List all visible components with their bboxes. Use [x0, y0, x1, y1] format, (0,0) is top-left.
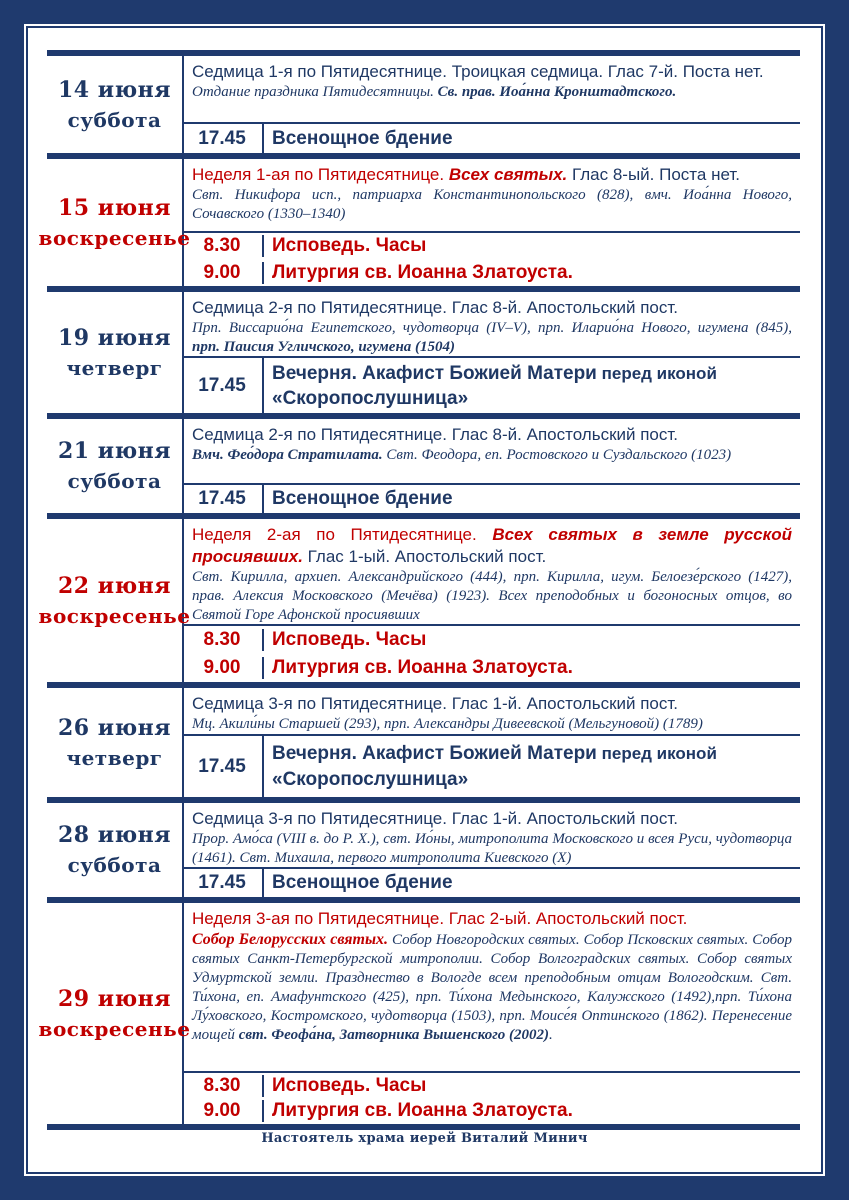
saints-text: Отдание праздника Пятидесятницы. Св. прав. Иоа́нна Кронштадтского. [192, 84, 677, 100]
service-time: 17.45 [182, 124, 264, 153]
week-heading: Седмица 3-я по Пятидесятнице. Глас 1-й. Апостольский пост. [192, 694, 679, 713]
service-time: 8.30 [203, 235, 241, 256]
entry-description [182, 419, 800, 465]
week-heading: Неделя 1-ая по Пятидесятнице. Всех святых. Глас 8-ый. Поста нет. [192, 165, 740, 184]
services [182, 122, 800, 153]
service-name: Вечерня. Акафист Божией Матери перед иконой «Скоропослушница» [272, 362, 717, 409]
schedule-entry [47, 56, 800, 153]
schedule-entry [47, 419, 800, 513]
entry-weekday: четверг [66, 355, 163, 380]
schedule-entry [47, 803, 800, 897]
date-cell [47, 803, 184, 897]
service-name: Исповедь. Часы [262, 629, 426, 651]
saints-text: Прор. Амо́са (VIII в. до Р. Х.), свт. Ио́ны, митрополита Московского и всея Руси, чудотворца (1461). Свт. Михаила, первого митрополита Киевского (X) [192, 831, 792, 866]
service-time: 17.45 [182, 358, 264, 413]
service-row [182, 1073, 800, 1098]
service-time: 8.30 [203, 1074, 241, 1096]
entry-date: 21 июня [57, 438, 171, 464]
schedule-entry [38, 903, 800, 1124]
service-time: 17.45 [182, 869, 264, 897]
entry-date: 29 июня [57, 985, 171, 1012]
service-time: 17.45 [182, 485, 264, 513]
entry-description [182, 688, 800, 734]
service-time: 9.00 [203, 657, 241, 678]
saints-text: Вмч. Фео́дора Стратилата. Свт. Феодора, еп. Ростовского и Суздальского (1023) [192, 447, 732, 463]
entry-date: 26 июня [57, 714, 171, 741]
service-row [182, 626, 800, 654]
entry-weekday: суббота [67, 469, 162, 493]
service-row [182, 654, 800, 682]
entry-description [182, 56, 800, 102]
entry-date: 15 июня [57, 194, 171, 221]
service-name: Литургия св. Иоанна Златоуста. [262, 262, 573, 284]
entry-weekday: воскресенье [38, 225, 191, 250]
services [182, 624, 800, 682]
date-cell [38, 519, 191, 682]
services [182, 356, 800, 413]
services [182, 231, 800, 286]
service-name: Всенощное бдение [272, 127, 453, 149]
saints-text: Свт. Никифора исп., патриарха Константинопольского (828), вмч. Иоа́нна Нового, Сочавского (1330–1340) [192, 187, 792, 222]
week-heading: Неделя 2-ая по Пятидесятнице. Всех святых в земле русской просиявших. Глас 1-ый. Апостольский пост. [192, 525, 792, 566]
entry-weekday: четверг [66, 745, 163, 770]
service-row [182, 1098, 800, 1124]
service-row [182, 233, 800, 259]
week-heading: Седмица 2-я по Пятидесятнице. Глас 8-й. Апостольский пост. [192, 425, 679, 444]
entry-description [182, 292, 800, 357]
entry-description [182, 803, 800, 868]
service-row [182, 358, 800, 413]
entry-date: 22 июня [57, 572, 171, 599]
service-name: Всенощное бдение [272, 488, 453, 509]
service-row [182, 869, 800, 897]
saint-highlight: Собор Белорусских святых. [192, 931, 389, 948]
week-heading: Неделя 3-ая по Пятидесятнице. Глас 2-ый. Апостольский пост. [192, 909, 688, 928]
schedule-entry [38, 519, 800, 682]
services [182, 734, 800, 797]
entry-description [182, 159, 800, 224]
service-name: Литургия св. Иоанна Златоуста. [262, 1100, 573, 1122]
entry-description [182, 903, 800, 1045]
date-cell [38, 903, 191, 1124]
service-time: 17.45 [182, 736, 264, 797]
service-name: Исповедь. Часы [262, 235, 426, 257]
entry-date: 19 июня [57, 324, 171, 351]
entry-weekday: суббота [67, 107, 162, 132]
week-heading: Седмица 2-я по Пятидесятнице. Глас 8-й. Апостольский пост. [192, 298, 679, 317]
schedule-entry [47, 688, 800, 797]
service-row [182, 736, 800, 797]
divider [47, 1124, 800, 1130]
footer-signature: Настоятель храма иерей Виталий Минич [261, 1131, 588, 1146]
services [182, 867, 800, 897]
service-row [182, 124, 800, 153]
service-name: Вечерня. Акафист Божией Матери перед иконой «Скоропослушница» [272, 742, 717, 790]
schedule-entry [38, 159, 800, 286]
entry-date: 28 июня [57, 822, 171, 848]
saints-text: Собор Белорусских святых. Собор Новгородских святых. Собор Псковских святых. Собор святых Санкт-Петербургской митрополии. Собор Волгоградских святых. Собор святых Удмуртской земли. Празднество в Вологде всем преподобным отцам Вологодским. Свт. Ти́хона, еп. Амафунтского (425), прп. Ти́хона Медынского, Калужского (1492),прп. Ти́хона Лу́ховского, Костромского, чудотворца (1503), прп. Моисе́я Оптинского (1862). Перенесение мощей свт. Феофа́на, Затворника Вышенского (2002). [192, 931, 793, 1043]
service-time: 9.00 [203, 261, 241, 283]
entry-date: 14 июня [57, 76, 171, 103]
services [182, 483, 800, 513]
entry-description [182, 519, 800, 625]
saints-text: Свт. Кирилла, архиеп. Александрийского (444), прп. Кирилла, игум. Белоезе́рского (1427), прав. Алексия Московского (Мечёва) (1923). Всех преподобных и богоносных отцов, во Святой Горе Афонской просиявших [192, 569, 792, 623]
date-cell [38, 159, 191, 286]
week-heading: Седмица 1-я по Пятидесятнице. Троицкая седмица. Глас 7-й. Поста нет. [192, 62, 764, 81]
date-cell [47, 292, 184, 413]
service-name: Литургия св. Иоанна Златоуста. [262, 657, 573, 679]
saint-highlight: прп. Паисия Угличского, игумена (1504) [192, 339, 456, 355]
service-row [182, 485, 800, 513]
services [182, 1071, 800, 1124]
week-heading: Седмица 3-я по Пятидесятнице. Глас 1-й. Апостольский пост. [192, 809, 679, 828]
service-name: Исповедь. Часы [262, 1075, 426, 1097]
service-time: 9.00 [203, 1100, 241, 1121]
entry-weekday: воскресенье [38, 603, 191, 628]
service-row [182, 259, 800, 286]
service-time: 8.30 [203, 629, 241, 650]
saint-highlight: Св. прав. Иоа́нна Кронштадтского. [437, 84, 677, 100]
entry-weekday: воскресенье [38, 1016, 191, 1041]
saint-highlight: Вмч. Фео́дора Стратилата. [192, 447, 383, 463]
entry-weekday: суббота [67, 853, 162, 877]
service-name: Всенощное бдение [272, 872, 453, 893]
date-cell [47, 688, 184, 797]
schedule-entry [47, 292, 800, 413]
saints-text: Мц. Акили́ны Старшей (293), прп. Александры Дивеевской (Мельгуновой) (1789) [192, 716, 703, 732]
saints-text: Прп. Виссарио́на Египетского, чудотворца (IV–V), прп. Иларио́на Нового, игумена (845), прп. Паисия Угличского, игумена (1504) [192, 320, 792, 355]
date-cell [47, 419, 184, 513]
date-cell [47, 56, 184, 153]
